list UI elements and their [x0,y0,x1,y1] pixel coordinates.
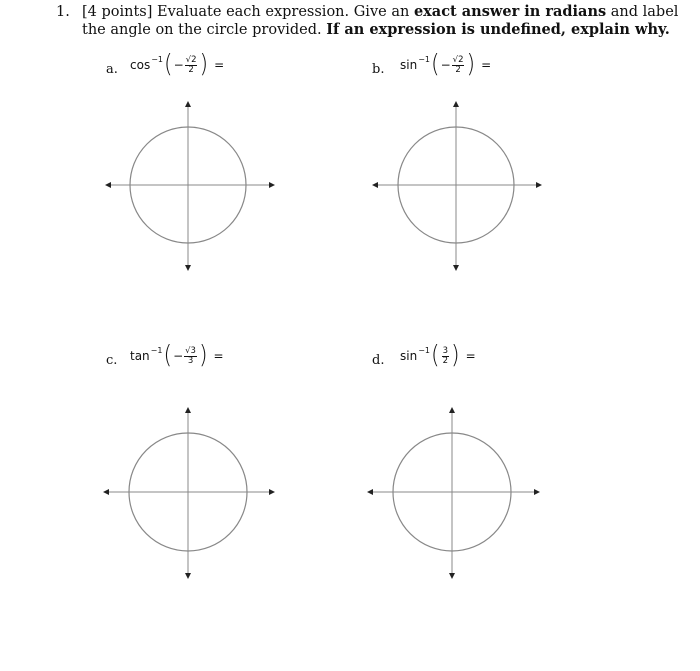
unit-circle-c[interactable] [104,408,274,578]
inverse-exponent: −1 [151,54,163,64]
sign: − [173,349,184,363]
equals-sign: = [465,349,476,363]
sign: − [173,58,184,72]
inverse-exponent: −1 [418,345,430,355]
equals-sign: = [481,58,492,72]
question-number: 1. [56,4,70,20]
part-d-label: d. [372,353,385,368]
equals-sign: = [214,58,225,72]
function-name: sin [400,58,418,72]
inverse-exponent: −1 [150,345,163,355]
prompt-emphasis-radians: exact answer in radians [413,3,607,20]
equals-sign: = [213,349,224,363]
prompt-intro: Evaluate each expression. Give an [157,4,410,20]
prompt-emphasis-undefined: If an expression is undefined, explain why. [326,21,670,38]
part-c-label: c. [106,353,118,368]
function-name: tan [130,349,150,363]
part-b-expression: sin $^{-1}$ ( − $\frac{√2}{2}$ ) = [400,50,492,79]
part-a-expression: cos $^{-1}$ ( − $\frac{√2}{2}$ ) = [130,50,225,79]
part-c-expression: tan $^{-1}$ ( − $\frac{√3}{3}$ ) = [130,341,224,370]
function-name: sin [400,349,418,363]
part-b-label: b. [372,62,385,77]
inverse-exponent: −1 [418,54,430,64]
sign: − [440,58,451,72]
unit-circle-a[interactable] [106,102,274,270]
unit-circle-d[interactable] [368,408,539,578]
prompt-mid: and label the angle on the circle provided. [82,4,679,38]
fraction: $\frac{3}{2}$ [442,345,449,366]
part-d-expression: sin $^{-1}$ ( $\frac{3}{2}$ ) = [400,341,476,370]
part-a-label: a. [106,62,118,77]
points-label: [4 points] [82,4,153,20]
fraction: $\frac{√2}{2}$ [452,54,464,75]
fraction: $\frac{√2}{2}$ [185,54,197,75]
function-name: cos [130,58,151,72]
fraction: $\frac{√3}{3}$ [185,345,196,366]
unit-circle-b[interactable] [373,102,541,270]
